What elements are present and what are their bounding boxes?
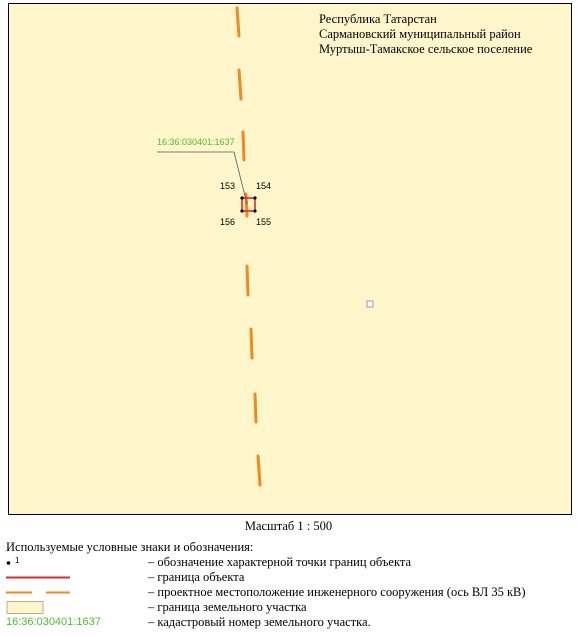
legend-desc-object-boundary: – граница объекта	[148, 570, 245, 584]
object-boundary	[242, 198, 255, 211]
legend-desc-cadastral-number: – кадастровый номер земельного участка.	[148, 615, 371, 629]
region-settlement: Муртыш-Тамакское сельское поселение	[319, 42, 533, 56]
legend-item-point	[0, 555, 577, 570]
point-label-156: 156	[220, 217, 236, 227]
region-republic: Республика Татарстан	[319, 12, 437, 26]
point-153-marker	[240, 196, 243, 199]
point-155-marker	[253, 209, 256, 212]
point-label-153: 153	[220, 181, 236, 191]
legend-item-object-boundary	[0, 570, 577, 585]
legend-item-engineering-axis	[0, 585, 577, 600]
map-frame	[8, 3, 572, 515]
legend-point-number: 1	[15, 556, 20, 565]
point-156-marker	[240, 209, 243, 212]
map-canvas	[9, 4, 571, 514]
legend-symbol-parcel-boundary	[6, 600, 142, 615]
legend-item-parcel-boundary	[0, 600, 577, 615]
legend-symbol-object-boundary	[6, 570, 142, 585]
region-district: Сармановский муниципальный район	[319, 27, 521, 41]
cadastral-number-label: 16:36:030401:1637	[157, 137, 235, 147]
legend-desc-point: – обозначение характерной точки границ объекта	[148, 555, 412, 569]
region-header	[319, 12, 532, 57]
legend-title: Используемые условные знаки и обозначения:	[6, 540, 254, 554]
engineering-axis-line	[237, 8, 260, 485]
legend-item-cadastral-number	[0, 615, 577, 630]
legend-desc-engineering-axis: – проектное местоположение инженерного сооружения (ось ВЛ 35 кВ)	[148, 585, 526, 599]
legend-symbol-engineering-axis	[6, 585, 142, 600]
legend-symbol-point	[6, 555, 142, 570]
map-scale: Масштаб 1 : 500	[244, 519, 333, 533]
point-154-marker	[253, 196, 256, 199]
parcel-marker	[367, 301, 373, 307]
legend-symbol-cadastral-number: 16:36:030401:1637	[6, 616, 101, 628]
point-label-154: 154	[256, 181, 272, 191]
legend-desc-parcel-boundary: – граница земельного участка	[148, 600, 307, 614]
point-label-155: 155	[256, 217, 272, 227]
